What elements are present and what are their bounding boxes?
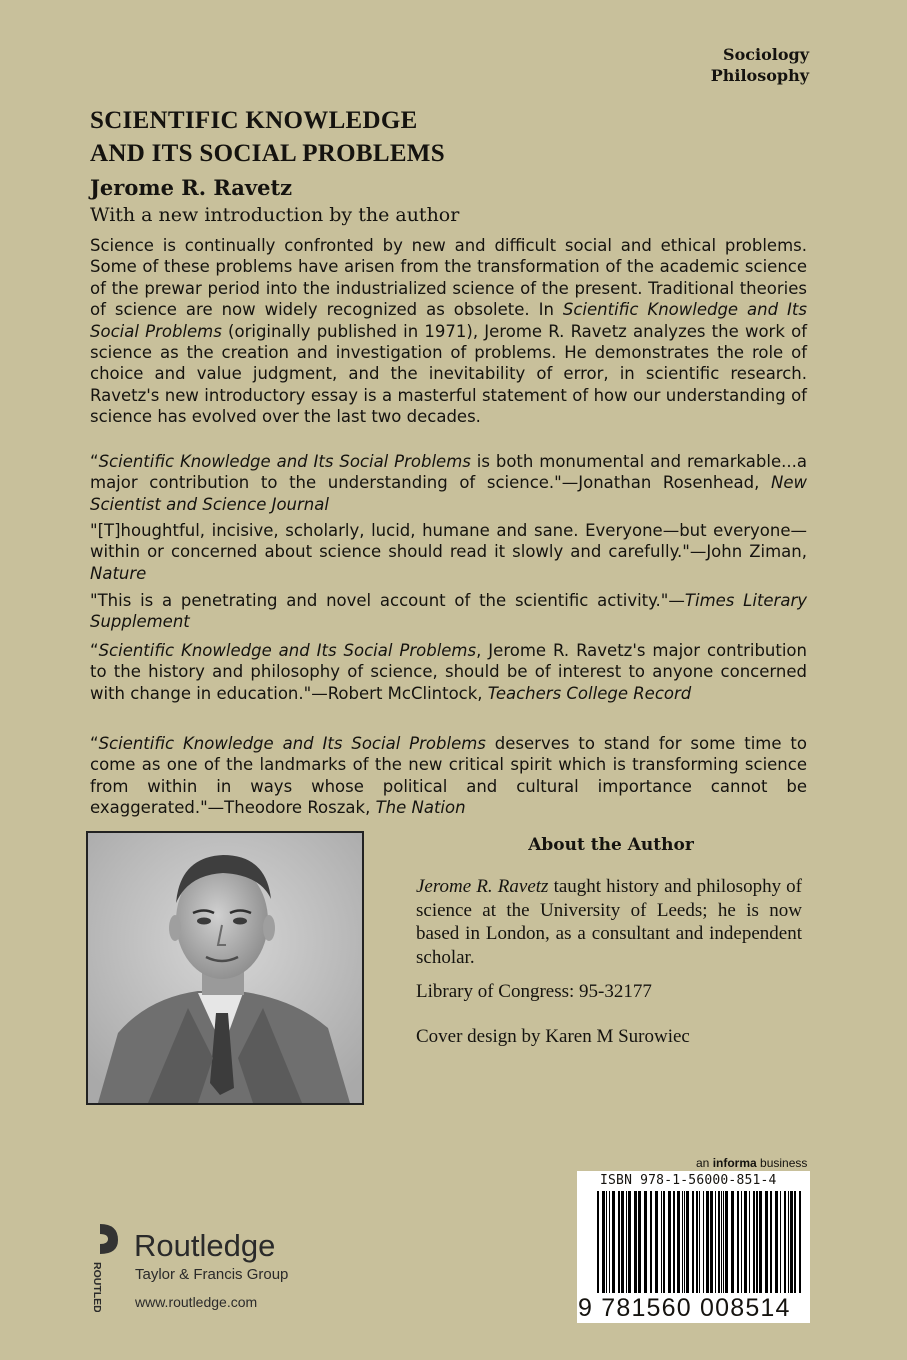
publisher-name: Routledge (134, 1228, 276, 1263)
quote-source: The Nation (375, 798, 466, 818)
barcode-bar (663, 1191, 665, 1293)
barcode-bar (668, 1191, 671, 1293)
review-quote: “Scientific Knowledge and Its Social Problems is both monumental and remarkable...a major contribution to the understanding of science."—Jonathan Rosenhead, New Scientist and Science Journal (90, 452, 807, 514)
barcode-bar (650, 1191, 652, 1293)
informa-business-tag (696, 1156, 807, 1170)
barcode-bar (628, 1191, 631, 1293)
barcode-bar (770, 1191, 772, 1293)
routledge-logo (78, 1222, 126, 1316)
cover-design-credit: Cover design by Karen M Surowiec (416, 1026, 690, 1047)
svg-text:ROUTLEDGE: ROUTLEDGE (91, 1262, 103, 1312)
barcode-bar (794, 1191, 796, 1293)
library-of-congress: Library of Congress: 95-32177 (416, 981, 652, 1002)
barcode-bar (741, 1191, 742, 1293)
barcode-bar (673, 1191, 675, 1293)
review-quote: “Scientific Knowledge and Its Social Problems, Jerome R. Ravetz's major contribution to the history and philosophy of science, should be of interest to anyone concerned with change in education."—Robert McClintock, Teachers College Record (90, 641, 807, 703)
barcode-bar (612, 1191, 615, 1293)
quote-source: Teachers College Record (487, 683, 692, 703)
informa-suffix: business (756, 1156, 808, 1170)
barcode-bar (634, 1191, 637, 1293)
routledge-emblem-icon (78, 1222, 126, 1312)
barcode-bar (775, 1191, 778, 1293)
intro-note: With a new introduction by the author (90, 204, 460, 226)
quote-text: "This is a penetrating and novel account of the scientific activity."— (90, 591, 685, 610)
barcode-bar (731, 1191, 734, 1293)
barcode-bar (725, 1191, 728, 1293)
barcode-bar (597, 1191, 599, 1293)
quote-source: Nature (90, 563, 147, 583)
quote-text: "[T]houghtful, incisive, scholarly, lucid, humane and sane. Everyone—but everyone—within or concerned about science should read it slowly and carefully."—John Ziman, (90, 521, 807, 562)
author-photo (86, 831, 364, 1105)
author-portrait-image (88, 833, 362, 1103)
barcode-bar (756, 1191, 758, 1293)
barcode-bar (784, 1191, 786, 1293)
category-philosophy: Philosophy (710, 66, 809, 85)
barcode-bar (602, 1191, 605, 1293)
barcode-bar (744, 1191, 747, 1293)
quote-book-title: Scientific Knowledge and Its Social Problems (98, 452, 471, 471)
barcode-bar (703, 1191, 704, 1293)
review-quote (90, 520, 807, 584)
barcode-bar (706, 1191, 709, 1293)
barcode-bar (759, 1191, 762, 1293)
subject-category (711, 44, 809, 86)
barcode-bar (765, 1191, 768, 1293)
barcode-bar (661, 1191, 662, 1293)
barcode-bar (715, 1191, 716, 1293)
barcode-bar (684, 1191, 685, 1293)
about-author-bio-text: taught history and philosophy of science at the University of Leeds; he is now based in London, as a consultant and independent scholar. (416, 876, 803, 968)
about-author-heading: About the Author (528, 835, 694, 855)
author-name: Jerome R. Ravetz (90, 175, 293, 200)
barcode-bar (626, 1191, 627, 1293)
barcode-bar (718, 1191, 720, 1293)
barcode-bar (696, 1191, 698, 1293)
barcode-bar (677, 1191, 680, 1293)
category-sociology: Sociology (723, 45, 809, 64)
barcode-bar (699, 1191, 700, 1293)
title-line-1: SCIENTIFIC KNOWLEDGE (90, 107, 418, 134)
quote-text: deserves to stand for some time to come as one of the landmarks of the new critical spirit which is transforming science from within in ways whose political and cultural importance cannot be exaggerated."—Theodore Roszak, (90, 734, 807, 818)
barcode-bar (721, 1191, 722, 1293)
barcode-bar (609, 1191, 610, 1293)
review-quote: “Scientific Knowledge and Its Social Problems deserves to stand for some time to come as one of the landmarks of the new critical spirit which is transforming science from within in ways whose political and cultural importance cannot be exaggerated."—Theodore Roszak, The Nation (90, 734, 807, 818)
barcode-bar (621, 1191, 624, 1293)
quote-book-title: Scientific Knowledge and Its Social Problems (98, 734, 486, 753)
barcode-bar (655, 1191, 658, 1293)
book-title (90, 104, 650, 170)
barcode-bar (788, 1191, 789, 1293)
barcode-bar (618, 1191, 620, 1293)
description-text-2: (originally published in 1971), Jerome R. Ravetz analyzes the work of science as the creation and investigation of problems. He demonstrates the role of choice and value judgment, and the inevitability of error, in scientific research. Ravetz's new introductory essay is a masterful statement of how our understanding of science has evolved over the last two decades. (90, 321, 808, 427)
publisher-group: Taylor & Francis Group (135, 1266, 289, 1283)
barcode-bar (638, 1191, 641, 1293)
quote-text: is both monumental and remarkable...a major contribution to the understanding of science."—Jonathan Rosenhead, (90, 452, 807, 493)
barcode-bar (780, 1191, 781, 1293)
barcode-bar (644, 1191, 647, 1293)
isbn-number: ISBN 978-1-56000-851-4 (600, 1173, 777, 1188)
description-text: Science is continually confronted by new and difficult social and ethical problems. Some of these problems have arisen from the transformation of the academic science of the prewar period into the industrialized science of the present. Traditional theories of science are now widely recognized as obsolete. In (90, 236, 807, 320)
publisher-url[interactable]: www.routledge.com (135, 1294, 258, 1310)
barcode-bar (723, 1191, 724, 1293)
barcode-bar (710, 1191, 713, 1293)
book-description (90, 235, 807, 428)
quote-source: Times Literary Supplement (90, 591, 808, 632)
quote-source: New Scientist and Science Journal (90, 473, 807, 514)
barcode-bar (799, 1191, 801, 1293)
barcode-bar (686, 1191, 689, 1293)
ean-number: 9 781560 008514 (578, 1294, 791, 1322)
quote-book-title: Scientific Knowledge and Its Social Problems (98, 641, 477, 660)
barcode-bar (692, 1191, 694, 1293)
review-quote (90, 590, 807, 633)
barcode-bar (682, 1191, 683, 1293)
barcode-bar (749, 1191, 750, 1293)
barcode-bar (737, 1191, 739, 1293)
about-author-name: Jerome R. Ravetz (416, 876, 549, 897)
barcode-bar (606, 1191, 607, 1293)
informa-brand: informa (712, 1156, 757, 1170)
barcode-bar (753, 1191, 755, 1293)
about-author-bio (416, 875, 802, 969)
quote-text: , Jerome R. Ravetz's major contribution to the history and philosophy of science, should be of interest to anyone concerned with change in education."—Robert McClintock, (90, 641, 807, 703)
description-book-title: Scientific Knowledge and Its Social Problems (90, 300, 807, 341)
barcode-bar (790, 1191, 793, 1293)
title-line-2: AND ITS SOCIAL PROBLEMS (90, 140, 445, 167)
informa-prefix: an (696, 1156, 713, 1170)
